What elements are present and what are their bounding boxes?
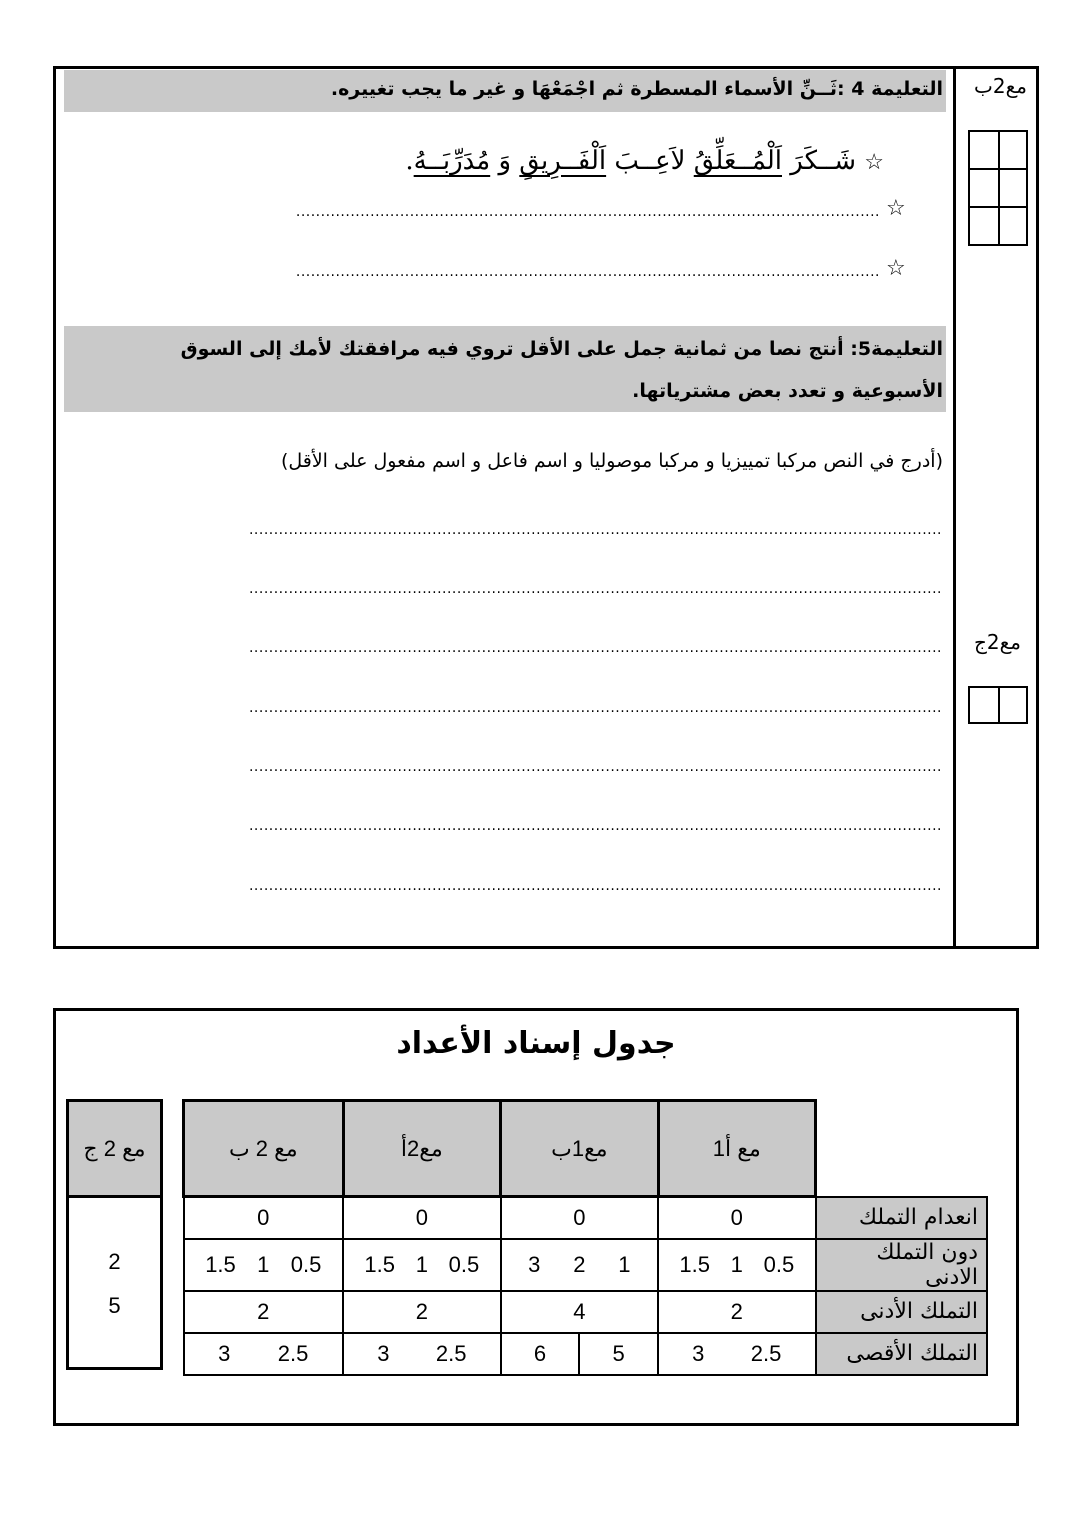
score-value: 1 xyxy=(730,1251,743,1277)
score-value: 2.5 xyxy=(277,1340,309,1366)
table-row xyxy=(68,1197,162,1369)
score-cell: 2 xyxy=(343,1291,501,1333)
answer-line[interactable]: ............................................................................................................................................ xyxy=(248,522,942,538)
score-cell: 0 xyxy=(184,1197,344,1239)
score-value: 2.5 xyxy=(750,1340,782,1366)
row-label: دون التملك الادنى xyxy=(816,1239,987,1291)
grading-table xyxy=(182,1099,988,1376)
score-value: 0.5 xyxy=(763,1251,795,1277)
score-grid-2b[interactable] xyxy=(968,130,1028,246)
score-value: 3 xyxy=(692,1340,705,1366)
table-row xyxy=(184,1197,988,1239)
answer-line[interactable]: ............................................................................................................................................ xyxy=(248,818,942,834)
score-value: 3 xyxy=(528,1251,541,1277)
score-cell xyxy=(68,1197,162,1369)
score-value: 1 xyxy=(618,1251,631,1277)
sentence-word: وَ xyxy=(490,146,520,176)
score-value: 0.5 xyxy=(448,1251,480,1277)
score-value: 1 xyxy=(257,1251,270,1277)
table-header-row xyxy=(184,1101,988,1197)
star-icon: ☆ xyxy=(864,150,884,175)
row-label: التملك الأدنى xyxy=(816,1291,987,1333)
column-header: مع2أ xyxy=(343,1101,501,1197)
exercise-4-sentence xyxy=(405,146,884,176)
column-header: مع1ب xyxy=(501,1101,658,1197)
criteria-column-divider xyxy=(953,66,956,949)
underlined-noun: مُدَرِّبَــهُ xyxy=(413,146,491,176)
score-cell: 4 xyxy=(501,1291,658,1333)
column-header: مع 2 ج xyxy=(68,1101,162,1197)
score-cell: 0 xyxy=(343,1197,501,1239)
score-value: 1.5 xyxy=(679,1251,710,1277)
score-value: 2.5 xyxy=(435,1340,467,1366)
row-label: انعدام التملك xyxy=(816,1197,987,1239)
instruction-4: التعليمة 4 :ثَــنِّ الأسماء المسطرة ثم اجْمَعْهَا و غير ما يجب تغييره. xyxy=(330,78,943,100)
table-header-row xyxy=(68,1101,162,1197)
score-grid-2c[interactable] xyxy=(968,686,1028,724)
criterion-label-2b: مع2ب xyxy=(974,74,1027,98)
star-icon: ☆ xyxy=(886,196,906,221)
score-value: 1.5 xyxy=(364,1251,396,1277)
score-value: 2 xyxy=(108,1249,121,1274)
score-cell xyxy=(658,1239,816,1291)
sentence-word: شَــكَرَ xyxy=(782,146,856,176)
table-row xyxy=(184,1333,988,1375)
sentence-period: . xyxy=(405,146,414,176)
score-value: 1.5 xyxy=(205,1251,236,1277)
answer-line[interactable]: ............................................................................................................................................ xyxy=(248,581,942,597)
column-header: مع 2 ب xyxy=(184,1101,344,1197)
score-cell xyxy=(501,1239,658,1291)
instruction-5-line-2: الأسبوعية و تعدد بعض مشترياتها. xyxy=(632,380,943,402)
score-cell xyxy=(501,1333,658,1375)
answer-line[interactable]: ............................................................................................................................................ xyxy=(248,700,942,716)
score-cell xyxy=(184,1333,344,1375)
score-cell: 0 xyxy=(501,1197,658,1239)
score-value: 6 xyxy=(502,1334,581,1374)
answer-line[interactable]: ............................................................................................................................................ xyxy=(248,878,942,894)
score-cell xyxy=(184,1239,344,1291)
score-cell: 2 xyxy=(184,1291,344,1333)
criterion-label-2c: مع2ج xyxy=(974,630,1022,654)
answer-line[interactable]: ............................................................................................................................................ xyxy=(248,640,942,656)
answer-line[interactable]: ............................................................................................................................................ xyxy=(248,759,942,775)
score-cell: 2 xyxy=(658,1291,816,1333)
score-cell: 0 xyxy=(658,1197,816,1239)
score-cell xyxy=(658,1333,816,1375)
underlined-noun: اَلْفَــرِيقِ xyxy=(519,146,607,176)
score-cell xyxy=(343,1333,501,1375)
score-value: 0.5 xyxy=(290,1251,322,1277)
score-value: 1 xyxy=(415,1251,428,1277)
instruction-5-line-1: التعليمة5: أنتج نصا من ثمانية جمل على الأقل تروي فيه مرافقتك لأمك إلى السوق xyxy=(180,338,943,360)
answer-line[interactable]: ...................................................................................................................... xyxy=(295,204,880,220)
instruction-5-hint: (أدرج في النص مركبا تمييزيا و مركبا موصوليا و اسم فاعل و اسم مفعول على الأقل) xyxy=(280,450,943,472)
score-value: 5 xyxy=(612,1340,625,1366)
score-value: 3 xyxy=(218,1340,231,1366)
answer-line[interactable]: ...................................................................................................................... xyxy=(295,264,880,280)
score-value: 5 xyxy=(108,1293,121,1318)
sentence-word: لاَعِــبَ xyxy=(606,146,694,176)
column-header: مع أ1 xyxy=(658,1101,816,1197)
row-label: التملك الأقصى xyxy=(816,1333,987,1375)
underlined-noun: اَلْمُــعَلِّقُ xyxy=(693,146,782,176)
star-icon: ☆ xyxy=(886,256,906,281)
score-cell xyxy=(343,1239,501,1291)
score-value: 3 xyxy=(377,1340,390,1366)
empty-corner-cell xyxy=(816,1101,987,1197)
score-value: 2 xyxy=(573,1251,586,1277)
table-row xyxy=(184,1239,988,1291)
grading-table-title: جدول إسناد الأعداد xyxy=(396,1026,676,1061)
extra-criterion-table xyxy=(66,1099,163,1370)
table-row xyxy=(184,1291,988,1333)
